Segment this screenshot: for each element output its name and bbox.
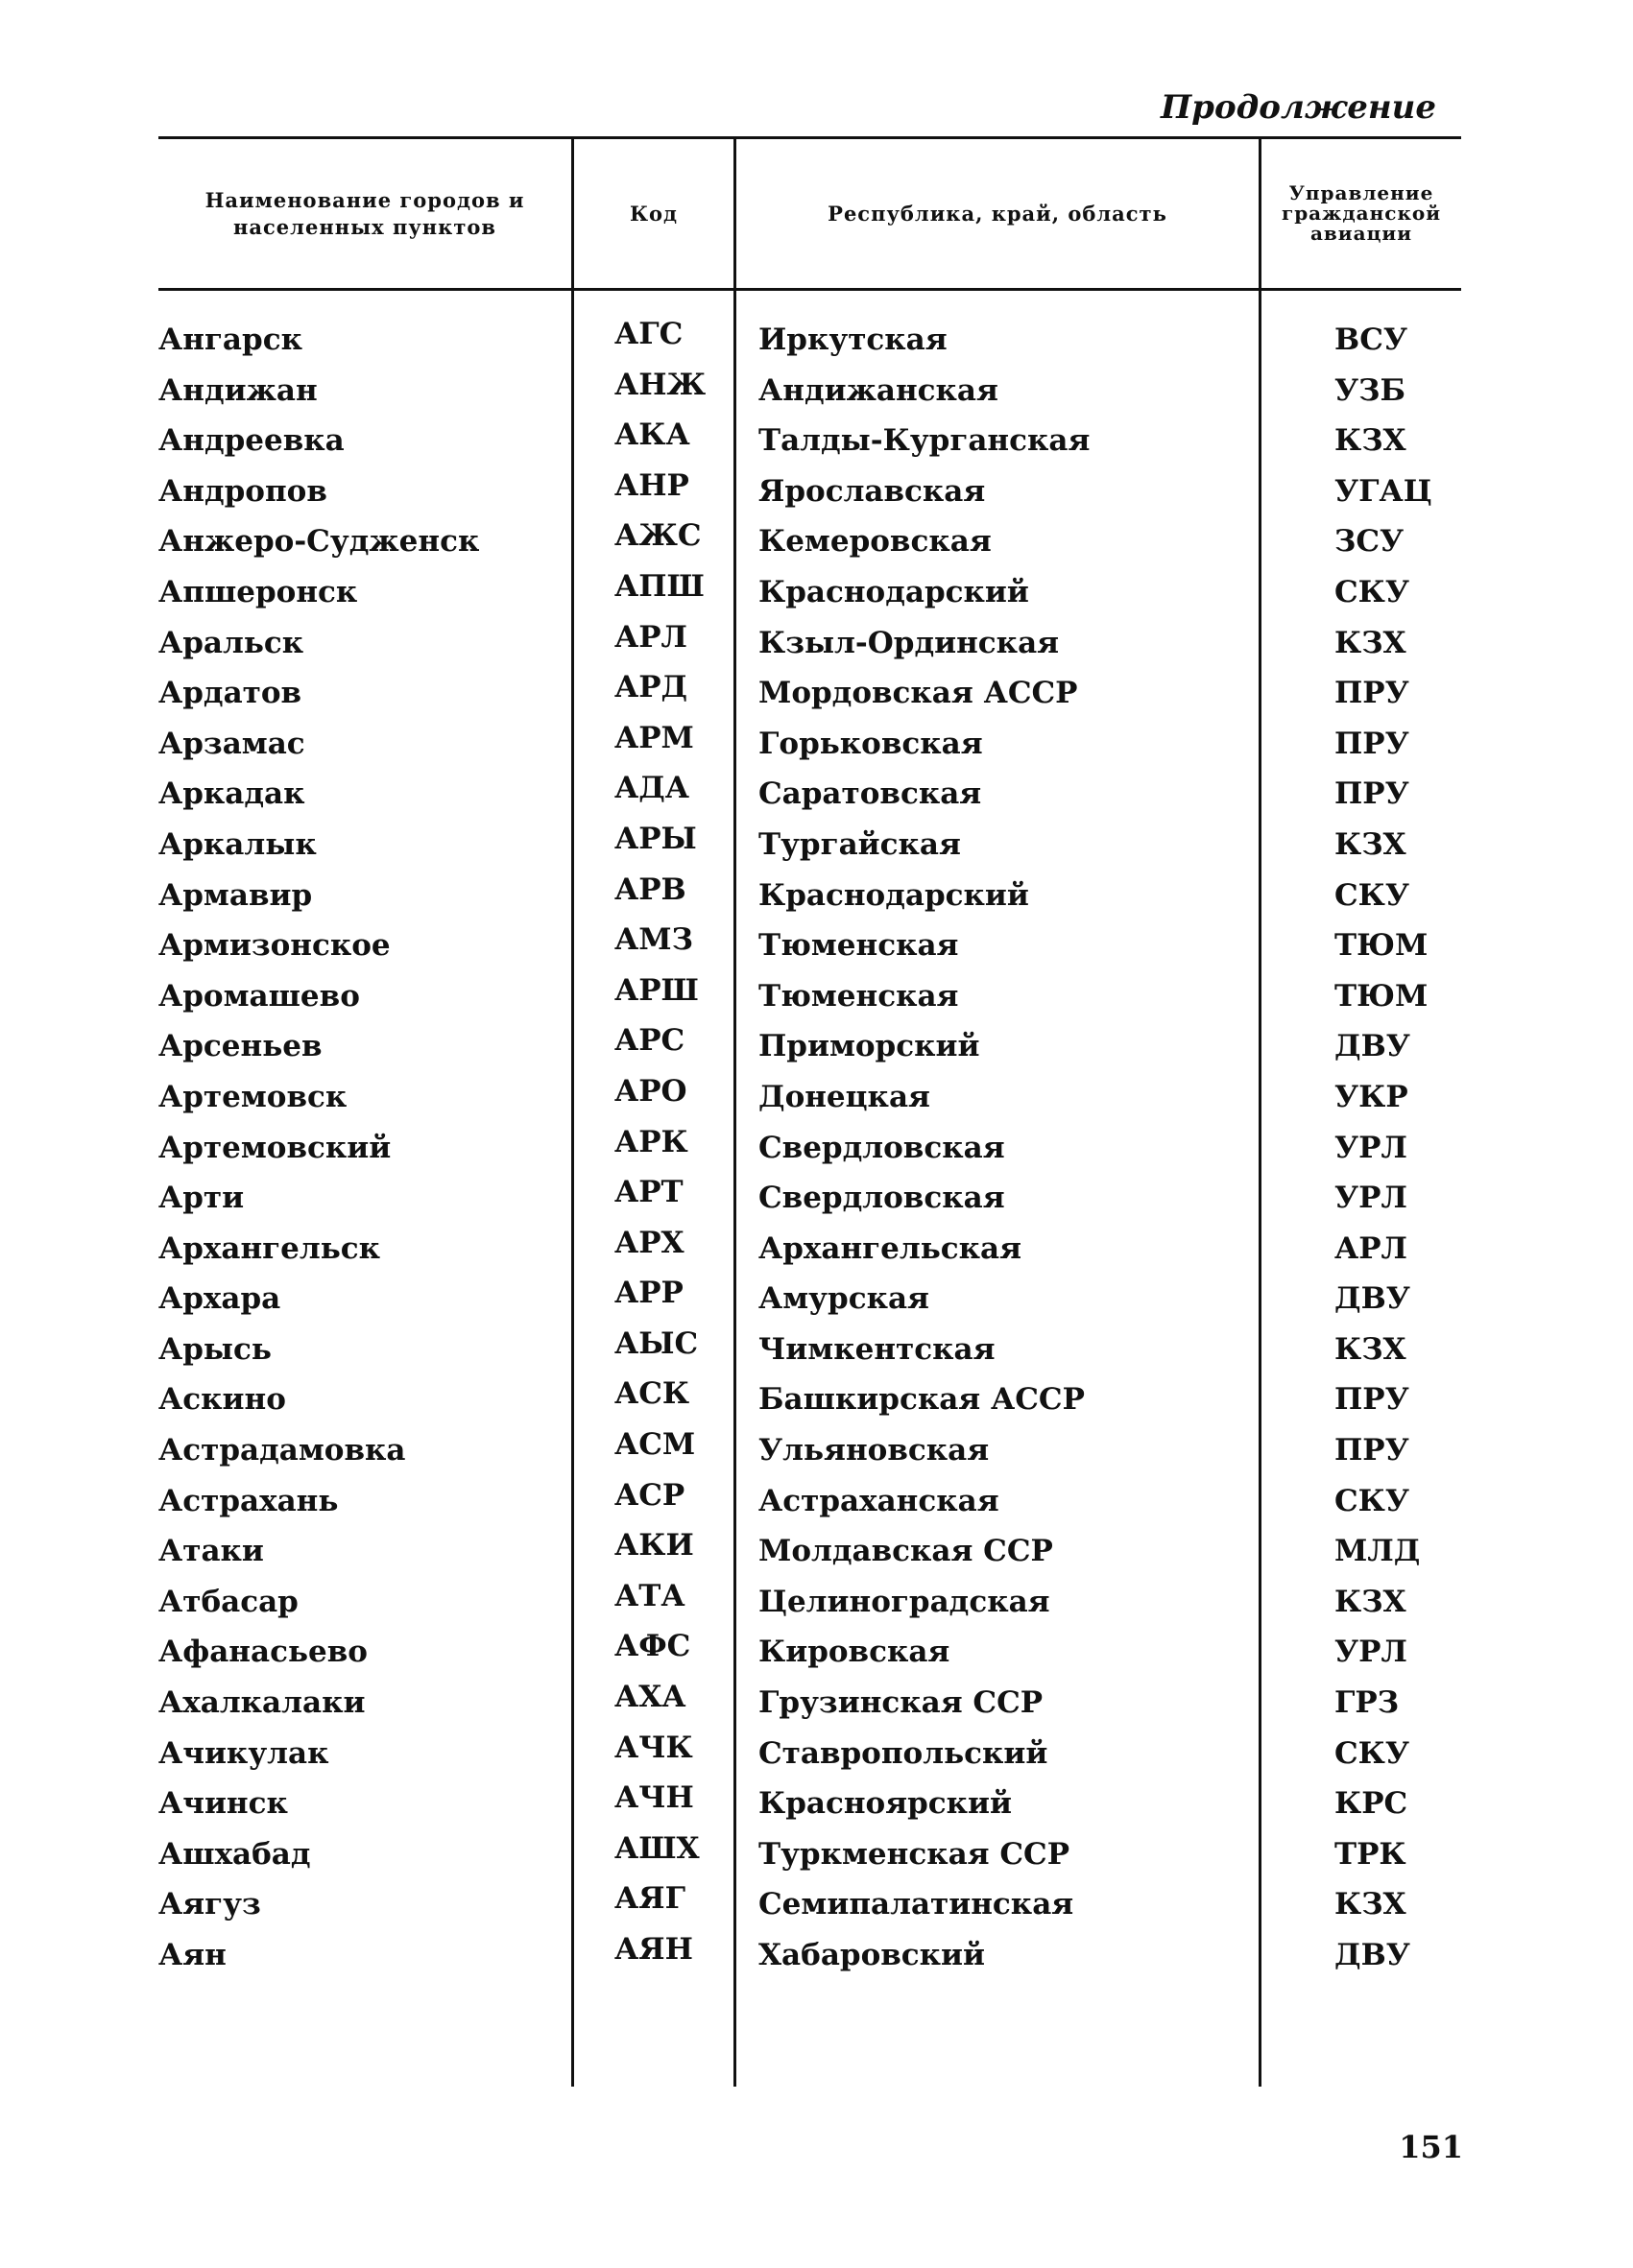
- dept-cell: ПРУ: [1334, 1433, 1409, 1468]
- region-cell: Кемеровская: [758, 524, 992, 560]
- dept-cell: ДВУ: [1334, 1938, 1410, 1972]
- table-row: [0, 1123, 1633, 1174]
- table-row: [0, 1224, 1633, 1275]
- table-row: [0, 1627, 1633, 1678]
- dept-cell: ДВУ: [1334, 1029, 1410, 1064]
- city-cell: Ачинск: [158, 1786, 288, 1822]
- city-cell: Арсеньев: [158, 1029, 323, 1064]
- region-cell: Тургайская: [758, 826, 961, 862]
- dept-cell: СКУ: [1334, 574, 1410, 609]
- code-cell: АЧН: [614, 1780, 694, 1816]
- table-row: [0, 1678, 1633, 1729]
- continued-note: Продолжение: [1161, 88, 1436, 127]
- code-cell: АКА: [614, 418, 690, 453]
- region-cell: Талды-Курганская: [758, 423, 1091, 459]
- dept-cell: УКР: [1334, 1079, 1408, 1114]
- region-cell: Амурская: [758, 1281, 929, 1317]
- dept-cell: ГРЗ: [1334, 1685, 1400, 1721]
- code-cell: АЖС: [614, 518, 702, 554]
- code-cell: АНЖ: [614, 367, 707, 402]
- city-cell: Архангельск: [158, 1230, 381, 1266]
- city-cell: Афанасьево: [158, 1635, 368, 1670]
- table-row: [0, 1526, 1633, 1577]
- city-cell: Ахалкалаки: [158, 1685, 366, 1721]
- code-cell: АЫС: [614, 1325, 699, 1361]
- code-cell: АНР: [614, 467, 689, 503]
- table-row: [0, 1173, 1633, 1224]
- region-cell: Краснодарский: [758, 574, 1029, 609]
- table-row: [0, 1021, 1633, 1072]
- dept-cell: КЗХ: [1334, 1584, 1406, 1619]
- region-cell: Саратовская: [758, 776, 982, 812]
- table-row: [0, 1930, 1633, 1981]
- region-cell: Ульяновская: [758, 1433, 990, 1468]
- dept-cell: СКУ: [1334, 1735, 1410, 1771]
- city-cell: Атбасар: [158, 1584, 299, 1619]
- header-bottom-rule: [158, 288, 1461, 291]
- city-cell: Арти: [158, 1181, 245, 1216]
- table-row: [0, 1779, 1633, 1829]
- dept-cell: ПРУ: [1334, 776, 1409, 812]
- city-cell: Анжеро-Судженск: [158, 524, 480, 560]
- region-cell: Башкирская АССР: [758, 1382, 1085, 1418]
- region-cell: Андижанская: [758, 372, 998, 408]
- city-cell: Ачикулак: [158, 1735, 329, 1771]
- code-cell: АКИ: [614, 1528, 694, 1564]
- region-cell: Тюменская: [758, 928, 959, 964]
- code-cell: АЯН: [614, 1932, 693, 1967]
- city-cell: Астрадамовка: [158, 1433, 406, 1468]
- city-cell: Астрахань: [158, 1483, 339, 1518]
- city-cell: Ангарск: [158, 322, 302, 357]
- column-header-region: Республика, край, область: [828, 201, 1167, 226]
- region-cell: Мордовская АССР: [758, 676, 1078, 711]
- code-cell: АХА: [614, 1680, 686, 1715]
- table-row: [0, 1476, 1633, 1527]
- code-cell: АСК: [614, 1376, 690, 1412]
- table-row: [0, 618, 1633, 669]
- dept-cell: УРЛ: [1334, 1181, 1407, 1216]
- code-cell: АРШ: [614, 972, 699, 1008]
- table-row: [0, 567, 1633, 618]
- city-cell: Арысь: [158, 1331, 272, 1367]
- code-cell: АДА: [614, 771, 690, 806]
- city-cell: Атаки: [158, 1534, 264, 1569]
- city-cell: Армизонское: [158, 928, 391, 964]
- code-cell: АЧК: [614, 1730, 693, 1765]
- table-row: [0, 466, 1633, 517]
- code-cell: АСР: [614, 1477, 685, 1513]
- region-cell: Иркутская: [758, 322, 948, 357]
- dept-cell: КЗХ: [1334, 1887, 1406, 1922]
- code-cell: АГС: [614, 317, 684, 351]
- city-cell: Аскино: [158, 1382, 286, 1418]
- dept-cell: ТЮМ: [1334, 978, 1429, 1014]
- code-cell: АРР: [614, 1276, 684, 1311]
- region-cell: Кзыл-Ординская: [758, 625, 1060, 660]
- code-cell: АРХ: [614, 1225, 684, 1260]
- column-header-code: Код: [629, 201, 679, 226]
- region-cell: Чимкентская: [758, 1331, 996, 1367]
- city-cell: Артемовск: [158, 1079, 348, 1114]
- table-row: [0, 1577, 1633, 1628]
- code-cell: АРС: [614, 1023, 685, 1059]
- city-cell: Артемовский: [158, 1130, 392, 1165]
- dept-cell: СКУ: [1334, 877, 1410, 913]
- table-row: [0, 315, 1633, 366]
- region-cell: Свердловская: [758, 1130, 1005, 1165]
- code-cell: АРК: [614, 1124, 688, 1159]
- dept-cell: СКУ: [1334, 1483, 1410, 1518]
- table-row: [0, 668, 1633, 719]
- region-cell: Туркменская ССР: [758, 1836, 1070, 1872]
- dept-cell: ВСУ: [1334, 322, 1408, 357]
- table-row: [0, 719, 1633, 770]
- code-cell: АРМ: [614, 720, 694, 755]
- city-cell: Арзамас: [158, 726, 305, 761]
- region-cell: Семипалатинская: [758, 1887, 1074, 1922]
- table-row: [0, 1829, 1633, 1880]
- city-cell: Аромашево: [158, 978, 360, 1014]
- region-cell: Ярославская: [758, 473, 986, 509]
- table-row: [0, 1325, 1633, 1375]
- region-cell: Грузинская ССР: [758, 1685, 1044, 1721]
- dept-cell: ПРУ: [1334, 726, 1409, 761]
- code-cell: АФС: [614, 1629, 691, 1664]
- city-cell: Армавир: [158, 877, 313, 913]
- city-cell: Андижан: [158, 372, 318, 408]
- region-cell: Краснодарский: [758, 877, 1029, 913]
- code-cell: АРЛ: [614, 619, 687, 655]
- table-row: [0, 1274, 1633, 1325]
- region-cell: Ставропольский: [758, 1735, 1048, 1771]
- dept-cell: ДВУ: [1334, 1281, 1410, 1317]
- dept-cell: УРЛ: [1334, 1635, 1407, 1670]
- table-row: [0, 769, 1633, 820]
- dept-cell: УЗБ: [1334, 372, 1406, 408]
- city-cell: Архара: [158, 1281, 281, 1317]
- table-row: [0, 971, 1633, 1022]
- code-cell: АЯГ: [614, 1881, 685, 1917]
- table-row: [0, 820, 1633, 871]
- dept-cell: МЛД: [1334, 1534, 1421, 1569]
- code-cell: АРТ: [614, 1175, 684, 1210]
- code-cell: АРО: [614, 1073, 687, 1109]
- table-row: [0, 1879, 1633, 1930]
- column-header-city: Наименование городов и населенных пунктов: [204, 188, 525, 239]
- table-row: [0, 1374, 1633, 1425]
- code-cell: АПШ: [614, 568, 705, 604]
- city-cell: Аягуз: [158, 1887, 261, 1922]
- region-cell: Красноярский: [758, 1786, 1013, 1822]
- code-cell: АМЗ: [614, 922, 693, 958]
- dept-cell: ПРУ: [1334, 676, 1409, 711]
- city-cell: Аркадак: [158, 776, 305, 812]
- region-cell: Хабаровский: [758, 1938, 986, 1972]
- dept-cell: КЗХ: [1334, 625, 1406, 660]
- dept-cell: УРЛ: [1334, 1130, 1407, 1165]
- city-cell: Ашхабад: [158, 1836, 311, 1872]
- region-cell: Тюменская: [758, 978, 959, 1014]
- dept-cell: КЗХ: [1334, 1331, 1406, 1367]
- dept-cell: КЗХ: [1334, 423, 1406, 459]
- code-cell: АСМ: [614, 1427, 696, 1463]
- region-cell: Архангельская: [758, 1230, 1022, 1266]
- table-row: [0, 516, 1633, 567]
- city-cell: Аральск: [158, 625, 304, 660]
- code-cell: АТА: [614, 1578, 685, 1613]
- table-row: [0, 366, 1633, 417]
- region-cell: Горьковская: [758, 726, 983, 761]
- city-cell: Аян: [158, 1938, 227, 1972]
- dept-cell: ТЮМ: [1334, 928, 1429, 964]
- region-cell: Целиноградская: [758, 1584, 1050, 1619]
- city-cell: Андреевка: [158, 423, 345, 459]
- dept-cell: ЗСУ: [1334, 524, 1405, 560]
- dept-cell: АРЛ: [1334, 1230, 1407, 1266]
- dept-cell: КРС: [1334, 1786, 1408, 1822]
- city-cell: Ардатов: [158, 676, 302, 711]
- region-cell: Донецкая: [758, 1079, 930, 1114]
- dept-cell: ПРУ: [1334, 1382, 1409, 1418]
- city-cell: Апшеронск: [158, 574, 358, 609]
- table-row: [0, 1425, 1633, 1476]
- region-cell: Приморский: [758, 1029, 980, 1064]
- dept-cell: ТРК: [1334, 1836, 1406, 1872]
- dept-cell: КЗХ: [1334, 826, 1406, 862]
- region-cell: Кировская: [758, 1635, 950, 1670]
- table-row: [0, 416, 1633, 466]
- table-row: [0, 920, 1633, 971]
- code-cell: АРВ: [614, 871, 686, 907]
- dept-cell: УГАЦ: [1334, 473, 1432, 509]
- page-number: 151: [1399, 2129, 1463, 2165]
- table-row: [0, 871, 1633, 921]
- table-row: [0, 1729, 1633, 1779]
- region-cell: Молдавская ССР: [758, 1534, 1053, 1569]
- city-cell: Андропов: [158, 473, 327, 509]
- table-body: [0, 315, 1633, 1981]
- city-cell: Аркалык: [158, 826, 317, 862]
- column-header-dept: Управление гражданской авиации: [1281, 181, 1442, 245]
- code-cell: АШХ: [614, 1830, 700, 1866]
- code-cell: АРД: [614, 670, 688, 705]
- table-row: [0, 1072, 1633, 1123]
- region-cell: Астраханская: [758, 1483, 999, 1518]
- code-cell: АРЫ: [614, 821, 697, 856]
- region-cell: Свердловская: [758, 1181, 1005, 1216]
